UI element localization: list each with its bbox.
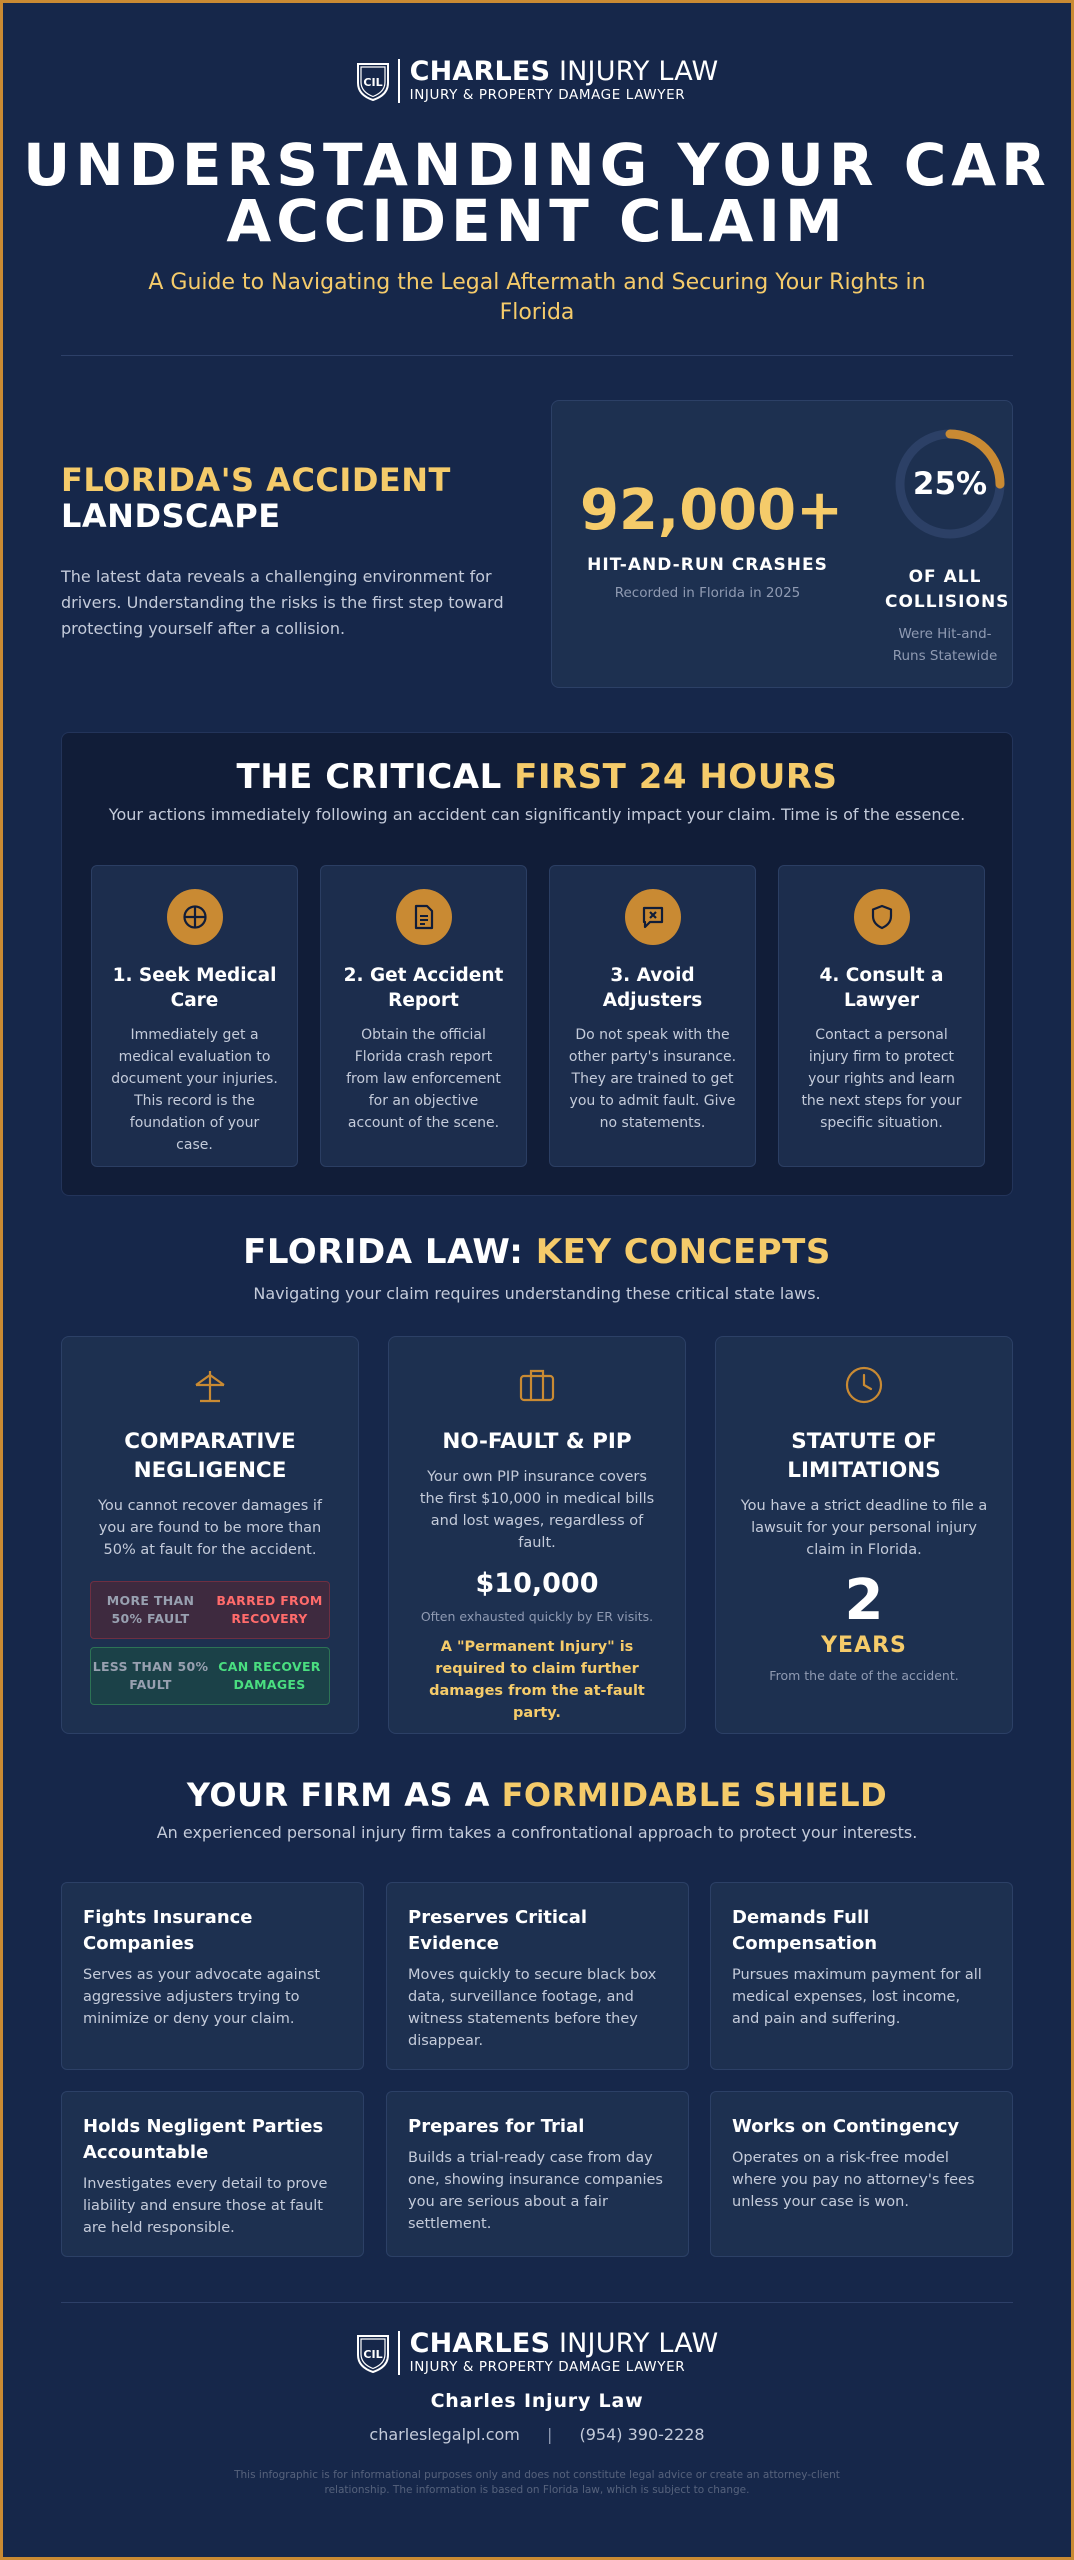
- landscape-heading: FLORIDA'S ACCIDENT LANDSCAPE: [61, 461, 451, 535]
- firm-card-title: Works on Contingency: [732, 2116, 960, 2137]
- no-chat-icon: [625, 889, 681, 945]
- stat-caption: Were Hit-and-Runs Statewide: [892, 626, 998, 664]
- header-logo: [0, 58, 1074, 103]
- pip-amount: $10,000: [475, 1568, 599, 1599]
- shield-icon: [854, 889, 910, 945]
- concept-text: Your own PIP insurance covers the first $10,000 in medical bills and lost wages, regardless of fault.: [419, 1469, 655, 1551]
- ring-value: 25%: [912, 466, 988, 502]
- logo-divider: [398, 59, 400, 103]
- statute-unit: YEARS: [821, 1633, 907, 1658]
- step-card-medical: [91, 865, 298, 1167]
- stat-caption: Recorded in Florida in 2025: [614, 585, 801, 601]
- law-section-lead: Navigating your claim requires understanding these critical state laws.: [253, 1284, 821, 1303]
- fault-row-recover: [90, 1647, 330, 1705]
- concept-title: COMPARATIVE NEGLIGENCE: [124, 1429, 296, 1483]
- firm-card: [710, 2091, 1013, 2257]
- statute-note: From the date of the accident.: [769, 1668, 959, 1683]
- stat-label: HIT-AND-RUN CRASHES: [587, 555, 828, 575]
- logo-tagline: INJURY & PROPERTY DAMAGE LAWYER: [409, 2359, 686, 2375]
- medical-icon: [167, 889, 223, 945]
- statute-number: 2: [844, 1568, 884, 1633]
- section-title: THE CRITICAL FIRST 24 HOURS: [236, 757, 838, 797]
- hit-and-run-stat: [580, 478, 844, 601]
- logo-name: CHARLES INJURY LAW: [409, 2328, 719, 2359]
- logo-divider: [398, 2331, 400, 2375]
- firm-section-lead: An experienced personal injury firm takes a confrontational approach to protect your interests.: [156, 1823, 918, 1842]
- svg-text:CIL: CIL: [363, 2347, 383, 2361]
- firm-card: [386, 1882, 689, 2070]
- percent-stat: [885, 429, 1010, 667]
- concept-title: NO-FAULT & PIP: [442, 1429, 632, 1454]
- concept-text: You cannot recover damages if you are found to be more than 50% at fault for the accident.: [97, 1498, 322, 1558]
- footer-firm-name: Charles Injury Law: [430, 2390, 644, 2412]
- logo-name: CHARLES INJURY LAW: [409, 56, 719, 87]
- concept-text: You have a strict deadline to file a lawsuit for your personal injury claim in Florida.: [740, 1498, 988, 1558]
- firm-card-text: Builds a trial-ready case from day one, showing insurance companies you are serious about a fair settlement.: [408, 2150, 663, 2232]
- firm-card: [386, 2091, 689, 2257]
- svg-text:CIL: CIL: [363, 75, 383, 89]
- page-title: UNDERSTANDING YOUR CAR ACCIDENT CLAIM: [23, 131, 1051, 255]
- firm-card-title: Preserves Critical Evidence: [408, 1907, 588, 1954]
- step-card-lawyer: [778, 865, 985, 1167]
- contact-separator: |: [546, 2425, 553, 2444]
- step-title: 4. Consult a Lawyer: [819, 965, 944, 1011]
- concept-title: STATUTE OF LIMITATIONS: [787, 1429, 941, 1483]
- firm-card: [710, 1882, 1013, 2070]
- concept-card-statute: [715, 1336, 1013, 1734]
- footer-logo: [0, 2330, 1074, 2375]
- phone-link[interactable]: (954) 390-2228: [579, 2425, 705, 2444]
- landscape-intro: [61, 462, 531, 642]
- step-text: Immediately get a medical evaluation to document your injuries. This record is the foundation of your case.: [111, 1027, 278, 1153]
- firm-card-text: Moves quickly to secure black box data, surveillance footage, and witness statements before they disappear.: [408, 1967, 657, 2049]
- logo-shield-icon: [356, 2333, 390, 2373]
- fault-outcome: BARRED FROM RECOVERY: [216, 1593, 323, 1626]
- page-subtitle: A Guide to Navigating the Legal Aftermath and Securing Your Rights in Florida: [148, 270, 926, 325]
- fault-threshold: MORE THAN 50% FAULT: [106, 1593, 195, 1626]
- section-lead: Your actions immediately following an accident can significantly impact your claim. Time is of the essence.: [108, 805, 966, 824]
- firm-card-title: Fights Insurance Companies: [83, 1907, 253, 1954]
- concept-card-comparative-negligence: [61, 1336, 359, 1734]
- clock-icon: [716, 1365, 1012, 1407]
- divider: [61, 355, 1013, 356]
- fault-row-barred: [90, 1581, 330, 1639]
- fault-threshold: LESS THAN 50% FAULT: [92, 1659, 209, 1692]
- firm-card-text: Serves as your advocate against aggressive adjusters trying to minimize or deny your claim.: [83, 1967, 321, 2027]
- concept-card-no-fault-pip: [388, 1336, 686, 1734]
- firm-card: [61, 2091, 364, 2257]
- step-title: 1. Seek Medical Care: [112, 965, 277, 1011]
- briefcase-icon: [389, 1365, 685, 1407]
- fault-outcome: CAN RECOVER DAMAGES: [218, 1659, 321, 1692]
- law-section-title: FLORIDA LAW: KEY CONCEPTS: [243, 1232, 831, 1272]
- step-title: 2. Get Accident Report: [343, 965, 504, 1011]
- step-card-report: [320, 865, 527, 1167]
- stat-label: OF ALL COLLISIONS: [885, 567, 1010, 612]
- critical-24-hours-section: [61, 732, 1013, 1196]
- step-title: 3. Avoid Adjusters: [602, 965, 703, 1011]
- logo-tagline: INJURY & PROPERTY DAMAGE LAWYER: [409, 87, 686, 103]
- step-card-adjusters: [549, 865, 756, 1167]
- firm-section-title: YOUR FIRM AS A FORMIDABLE SHIELD: [186, 1776, 888, 1814]
- disclaimer: This infographic is for informational purposes only and does not constitute legal advice or create an attorney-client relationship. The information is based on Florida law, which is subject to change.: [234, 2469, 840, 2496]
- stat-value: 92,000+: [580, 478, 844, 543]
- landscape-text: The latest data reveals a challenging environment for drivers. Understanding the risks is the first step toward protecting yourself after a collision.: [61, 567, 504, 638]
- stats-card: [551, 400, 1013, 688]
- firm-card-title: Prepares for Trial: [408, 2116, 585, 2137]
- divider: [61, 2302, 1013, 2303]
- document-icon: [396, 889, 452, 945]
- pip-note: Often exhausted quickly by ER visits.: [420, 1609, 654, 1624]
- step-text: Contact a personal injury firm to protect your rights and learn the next steps for your specific situation.: [801, 1027, 962, 1131]
- footer-contact: [0, 2425, 1074, 2444]
- step-text: Obtain the official Florida crash report from law enforcement for an objective account of the scene.: [346, 1027, 501, 1131]
- firm-card-title: Demands Full Compensation: [732, 1907, 878, 1954]
- firm-card-text: Investigates every detail to prove liability and ensure those at fault are held responsible.: [83, 2176, 328, 2236]
- scale-icon: [62, 1365, 358, 1407]
- logo-shield-icon: [356, 61, 390, 101]
- firm-card: [61, 1882, 364, 2070]
- firm-card-text: Pursues maximum payment for all medical expenses, lost income, and pain and suffering.: [732, 1967, 982, 2027]
- website-link[interactable]: charleslegalpl.com: [369, 2425, 520, 2444]
- permanent-injury-note: A "Permanent Injury" is required to claim further damages from the at-fault party.: [429, 1639, 645, 1721]
- step-text: Do not speak with the other party's insurance. They are trained to get you to admit fault. Give no statements.: [568, 1027, 737, 1131]
- firm-card-text: Operates on a risk-free model where you pay no attorney's fees unless your case is won.: [732, 2150, 975, 2210]
- firm-card-title: Holds Negligent Parties Accountable: [83, 2116, 324, 2163]
